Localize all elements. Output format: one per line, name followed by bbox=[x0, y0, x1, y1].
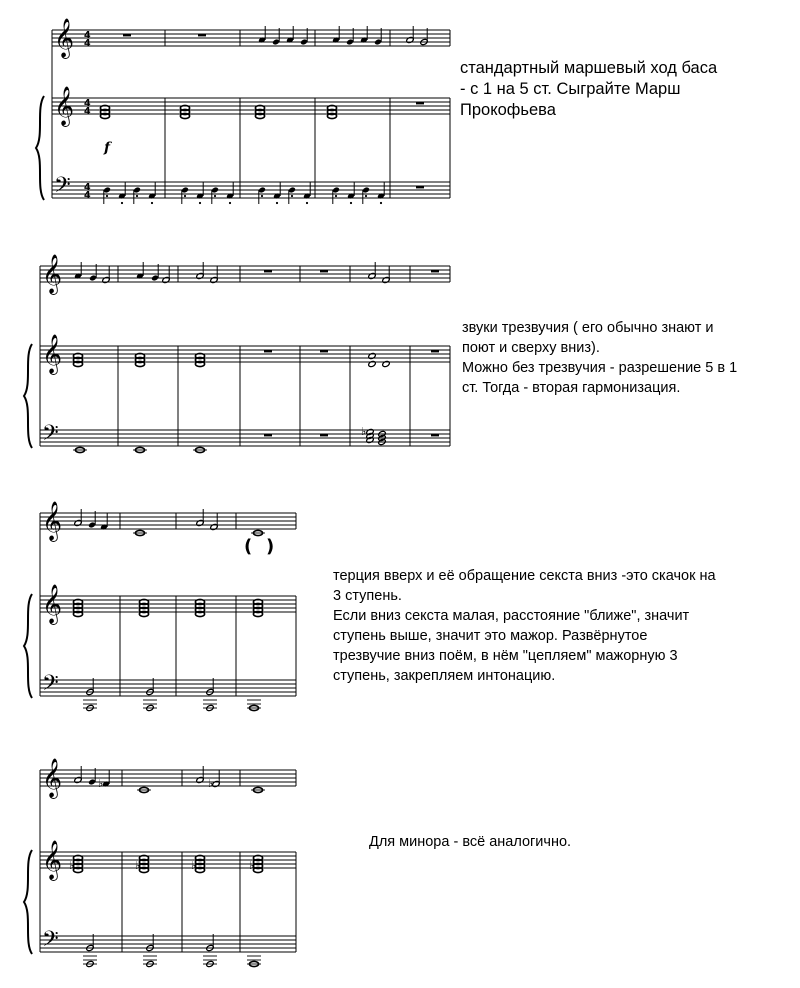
staccato-dot bbox=[350, 202, 352, 204]
staccato-dot bbox=[151, 202, 153, 204]
whole-rest bbox=[264, 350, 272, 352]
time-signature-numerator: 4 bbox=[84, 182, 91, 193]
bass-clef-icon: 𝄢 bbox=[42, 421, 59, 451]
whole-rest bbox=[431, 270, 439, 272]
whole-note bbox=[195, 611, 204, 616]
flat-sign: ♭ bbox=[98, 777, 104, 790]
flat-sign: ♭ bbox=[135, 859, 141, 872]
whole-note bbox=[100, 113, 109, 118]
annotation-line: звуки трезвучия ( его обычно знают и bbox=[462, 320, 714, 336]
staccato-dot bbox=[184, 195, 186, 197]
staccato-dot bbox=[121, 202, 123, 204]
treble-clef-icon: 𝄞 bbox=[42, 584, 63, 624]
piano-brace bbox=[24, 344, 32, 448]
annotation-line: ст. Тогда - вторая гармонизация. bbox=[462, 380, 681, 396]
treble-clef-icon: 𝄞 bbox=[42, 758, 63, 798]
staccato-dot bbox=[306, 202, 308, 204]
annotation-line: поют и сверху вниз). bbox=[462, 340, 600, 356]
flat-sign: ♭ bbox=[361, 425, 367, 438]
annotation-march-bass bbox=[460, 58, 760, 121]
treble-clef-icon: 𝄞 bbox=[42, 334, 63, 374]
whole-rest bbox=[198, 34, 206, 36]
whole-note bbox=[73, 867, 82, 872]
whole-note bbox=[139, 867, 148, 872]
annotation-line: стандартный маршевый ход баса bbox=[460, 59, 718, 77]
annotation-line: ступень, закрепляем интонацию. bbox=[333, 668, 556, 684]
whole-note bbox=[327, 113, 336, 118]
whole-note bbox=[139, 611, 148, 616]
annotation-triad-sounds bbox=[462, 318, 792, 398]
flat-sign: ♭ bbox=[249, 859, 255, 872]
piano-brace bbox=[24, 594, 32, 698]
whole-rest bbox=[123, 34, 131, 36]
staccato-dot bbox=[291, 195, 293, 197]
whole-note bbox=[253, 611, 262, 616]
staccato-dot bbox=[365, 195, 367, 197]
score-systems bbox=[24, 18, 450, 968]
whole-note bbox=[73, 611, 82, 616]
time-signature-denominator: 4 bbox=[84, 190, 91, 201]
whole-note bbox=[180, 113, 189, 118]
treble-clef-icon: 𝄞 bbox=[54, 18, 75, 58]
whole-note bbox=[195, 867, 204, 872]
whole-note bbox=[73, 361, 82, 366]
whole-rest bbox=[431, 350, 439, 352]
piano-brace bbox=[24, 850, 32, 954]
treble-clef-icon: 𝄞 bbox=[42, 254, 63, 294]
annotation-line: терция вверх и её обращение секста вниз -это скачок на bbox=[333, 568, 716, 584]
whole-note bbox=[135, 361, 144, 366]
annotation-line: - с 1 на 5 ст. Сыграйте Марш bbox=[460, 80, 681, 98]
treble-clef-icon: 𝄞 bbox=[54, 86, 75, 126]
annotation-line: 3 ступень. bbox=[333, 588, 402, 604]
whole-rest bbox=[264, 434, 272, 436]
staccato-dot bbox=[199, 202, 201, 204]
bass-clef-icon: 𝄢 bbox=[54, 173, 71, 203]
staccato-dot bbox=[136, 195, 138, 197]
whole-rest bbox=[431, 434, 439, 436]
time-signature-denominator: 4 bbox=[84, 106, 91, 117]
annotation-minor bbox=[369, 832, 669, 852]
annotation-line: ступень выше, значит это мажор. Развёрнутое bbox=[333, 628, 648, 644]
half-note-head bbox=[382, 360, 391, 367]
flat-sign: ♭ bbox=[191, 859, 197, 872]
whole-note bbox=[195, 361, 204, 366]
time-signature-denominator: 4 bbox=[84, 38, 91, 49]
treble-clef-icon: 𝄞 bbox=[42, 840, 63, 880]
whole-rest bbox=[320, 270, 328, 272]
whole-rest bbox=[264, 270, 272, 272]
bass-clef-icon: 𝄢 bbox=[42, 671, 59, 701]
parenthesis-open: ( bbox=[244, 536, 253, 557]
half-note-head bbox=[368, 360, 377, 367]
staccato-dot bbox=[261, 195, 263, 197]
dynamic-forte: f bbox=[104, 140, 111, 156]
annotation-line: трезвучие вниз поём, в нём "цепляем" мажорную 3 bbox=[333, 648, 678, 664]
staccato-dot bbox=[106, 195, 108, 197]
piano-brace bbox=[36, 96, 44, 200]
staccato-dot bbox=[229, 202, 231, 204]
staccato-dot bbox=[380, 202, 382, 204]
staccato-dot bbox=[214, 195, 216, 197]
flat-sign: ♭ bbox=[69, 859, 75, 872]
staccato-dot bbox=[276, 202, 278, 204]
whole-rest bbox=[320, 350, 328, 352]
flat-sign: ♭ bbox=[208, 777, 214, 790]
whole-rest bbox=[320, 434, 328, 436]
parenthesis-close: ) bbox=[266, 536, 275, 557]
annotation-line: Можно без трезвучия - разрешение 5 в 1 bbox=[462, 360, 738, 376]
whole-rest bbox=[416, 186, 424, 188]
annotation-third-up bbox=[333, 566, 773, 686]
time-signature-numerator: 4 bbox=[84, 30, 91, 41]
annotation-line: Если вниз секста малая, расстояние "ближе", значит bbox=[333, 608, 690, 624]
half-note-head bbox=[368, 352, 377, 359]
whole-note bbox=[255, 113, 264, 118]
time-signature-numerator: 4 bbox=[84, 98, 91, 109]
annotation-line: Для минора - всё аналогично. bbox=[369, 834, 572, 850]
treble-clef-icon: 𝄞 bbox=[42, 501, 63, 541]
whole-note bbox=[253, 867, 262, 872]
staccato-dot bbox=[335, 195, 337, 197]
bass-clef-icon: 𝄢 bbox=[42, 927, 59, 957]
annotation-line: Прокофьева bbox=[460, 101, 556, 119]
whole-rest bbox=[416, 102, 424, 104]
